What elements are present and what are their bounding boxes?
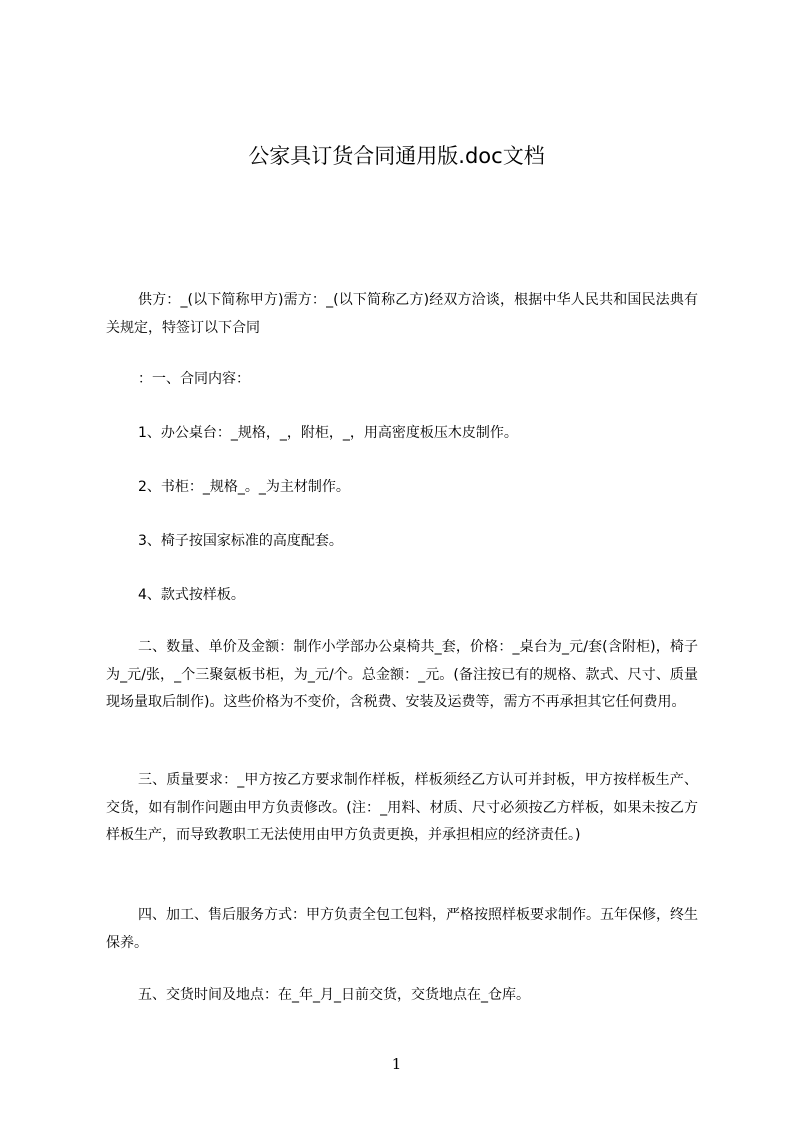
paragraph-item-3: 3、椅子按国家标准的高度配套。: [138, 533, 343, 549]
paragraph-section-5-delivery: 五、交货时间及地点：在_年_月_日前交货，交货地点在_仓库。: [138, 987, 530, 1003]
document-title: 公家具订货合同通用版.doc文档: [248, 144, 545, 168]
paragraph-section-3-quality: 三、质量要求：_甲方按乙方要求制作样板，样板须经乙方认可并封板，甲方按样板生产、交货，如有制作问题由甲方负责修改。(注：_用料、材质、尺寸必须按乙方样板，如果未按乙方样板生产，而导致教职工无法使用由甲方负责更换，并承担相应的经济责任。): [106, 772, 698, 843]
paragraph-section-4-service: 四、加工、售后服务方式：甲方负责全包工包料，严格按照样板要求制作。五年保修，终生保养。: [106, 907, 698, 951]
paragraph-item-2: 2、书柜：_规格_。_为主材制作。: [138, 479, 350, 495]
paragraph-item-4: 4、款式按样板。: [138, 587, 245, 603]
page-number: 1: [391, 1055, 402, 1073]
paragraph-item-1: 1、办公桌台：_规格，_，附柜，_，用高密度板压木皮制作。: [138, 425, 518, 441]
paragraph-section-1-heading: ：一、合同内容：: [138, 371, 250, 387]
paragraph-section-2-quantity-price: 二、数量、单价及金额：制作小学部办公桌椅共_套，价格：_桌台为_元/套(含附柜)，椅子为_元/张，_个三聚氨板书柜，为_元/个。总金额：_元。(备注按已有的规格、款式、尺寸、质量现场量取后制作)。这些价格为不变价，含税费、安装及运费等，需方不再承担其它任何费用。: [106, 639, 698, 710]
paragraph-parties: 供方：_(以下简称甲方)需方：_(以下简称乙方)经双方洽谈，根据中华人民共和国民法典有关规定，特签订以下合同: [106, 292, 698, 336]
